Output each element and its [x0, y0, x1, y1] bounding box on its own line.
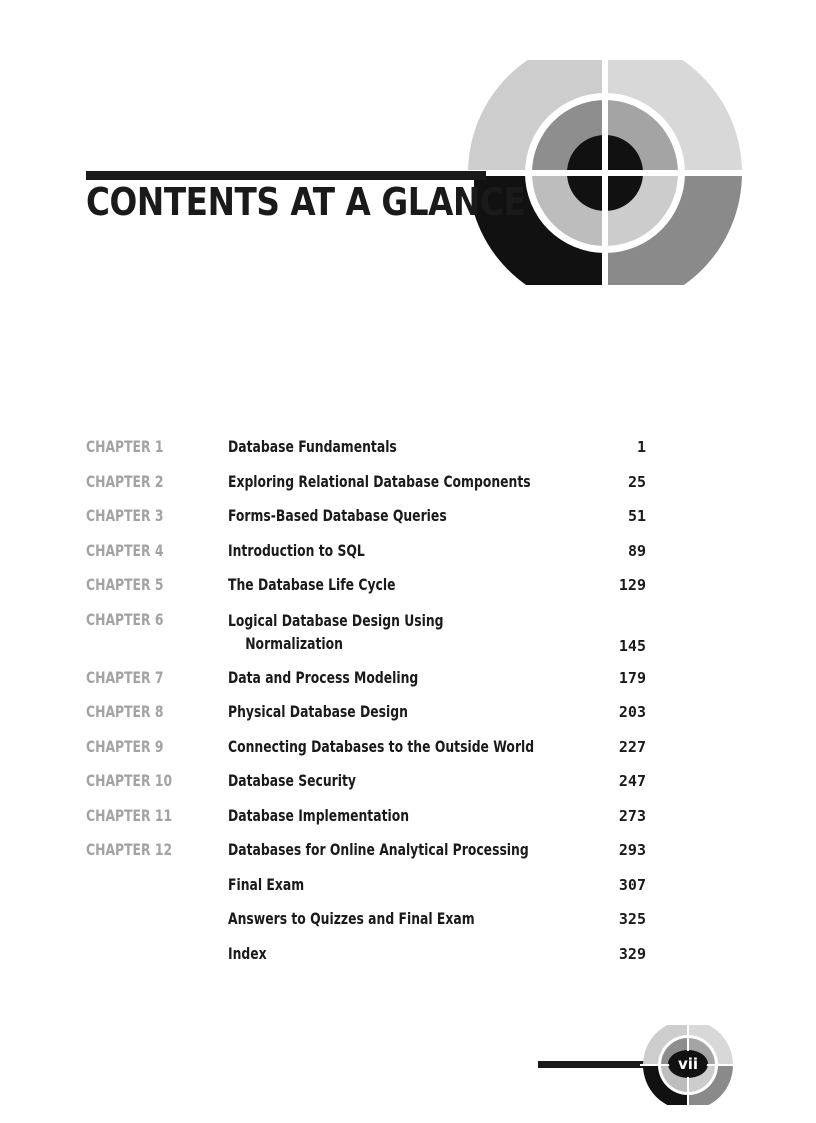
page-number: 307 — [618, 875, 646, 894]
entry-title: Database Implementation — [228, 805, 410, 825]
chapter-label: CHAPTER 9 — [86, 736, 164, 756]
page-number: 51 — [627, 507, 646, 525]
entry-title: The Database Life Cycle — [228, 575, 396, 594]
chapter-label: CHAPTER 2 — [86, 471, 164, 491]
chapter-label: CHAPTER 12 — [86, 840, 173, 859]
entry-title: Introduction to SQL — [228, 540, 365, 560]
page-folio: vii — [677, 1055, 699, 1073]
page-number: 25 — [627, 472, 646, 491]
entry-title-continued: Normalization — [245, 633, 343, 653]
entry-title: Physical Database Design — [228, 702, 408, 721]
entry-title: Forms-Based Database Queries — [228, 506, 447, 525]
page-number: 145 — [618, 636, 646, 655]
page-number: 329 — [618, 944, 646, 963]
chapter-label: CHAPTER 11 — [86, 805, 173, 825]
page-number: 273 — [618, 806, 646, 825]
page-number: 247 — [618, 772, 646, 790]
page-title: CONTENTS AT A GLANCE — [86, 180, 526, 224]
page-number: 1 — [636, 438, 646, 456]
page-number: 293 — [618, 841, 646, 859]
entry-title: Database Fundamentals — [228, 437, 397, 456]
chapter-label: CHAPTER 5 — [86, 575, 164, 594]
entry-title: Logical Database Design Using Normalization — [228, 603, 538, 655]
chapter-label: CHAPTER 1 — [86, 437, 164, 456]
chapter-label: CHAPTER 3 — [86, 506, 164, 525]
page-number: 179 — [618, 668, 646, 687]
entry-title: Final Exam — [228, 874, 305, 894]
page-number: 203 — [618, 703, 646, 721]
chapter-label: CHAPTER 8 — [86, 702, 164, 721]
entry-title: Answers to Quizzes and Final Exam — [228, 909, 475, 928]
entry-title: Connecting Databases to the Outside World — [228, 736, 535, 756]
chapter-label: CHAPTER 10 — [86, 771, 173, 790]
entry-title: Index — [228, 943, 267, 963]
entry-title: Data and Process Modeling — [228, 667, 419, 687]
chapter-label: CHAPTER 4 — [86, 540, 164, 560]
entry-title: Database Security — [228, 771, 356, 790]
chapter-label: CHAPTER 6 — [86, 609, 164, 629]
page-number: 325 — [618, 910, 646, 928]
entry-title: Exploring Relational Database Components — [228, 471, 531, 491]
page-number: 129 — [618, 576, 646, 594]
entry-title: Databases for Online Analytical Processing — [228, 840, 529, 859]
page-number: 227 — [618, 737, 646, 756]
chapter-label: CHAPTER 7 — [86, 667, 164, 687]
page-number: 89 — [627, 541, 646, 560]
